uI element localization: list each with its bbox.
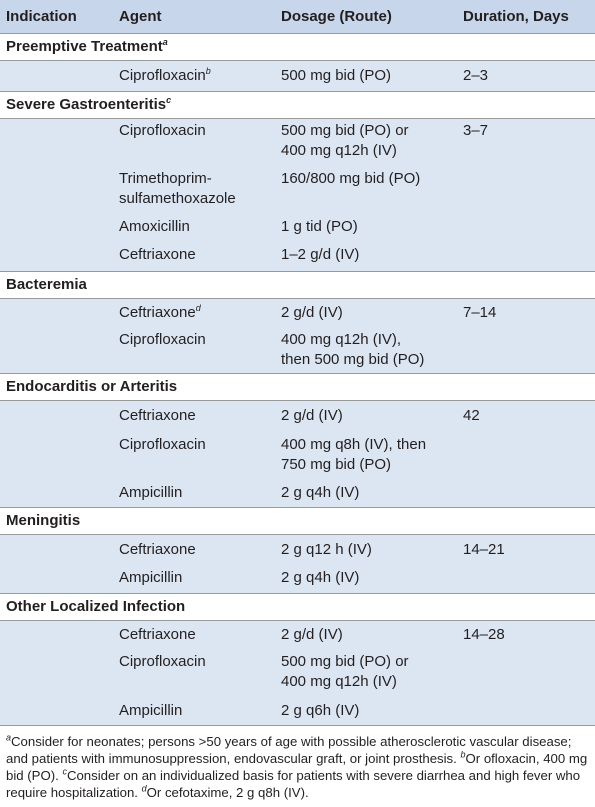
- agent-cell: Ampicillin: [119, 569, 183, 586]
- dosage-cell: 2 g/d (IV): [281, 304, 343, 321]
- section-preemptive-treatment: [0, 33, 595, 61]
- footnote-c-text: Consider on an individualized basis for patients with severe diarrhea and high fever who require hospitalization.: [6, 768, 581, 800]
- table-footnotes: [6, 733, 591, 801]
- table-header-row: [0, 0, 595, 34]
- footnote-mark: d: [195, 303, 201, 313]
- dosage-cell: 2 g q4h (IV): [281, 484, 360, 501]
- agent-cell: Ampicillin: [119, 484, 183, 501]
- footnote-mark-d: d: [141, 783, 147, 794]
- dosage-cell: 2 g q12 h (IV): [281, 541, 372, 558]
- header-agent: Agent: [119, 8, 162, 25]
- dosage-cell: 1 g tid (PO): [281, 218, 358, 235]
- dosage-cell: 500 mg bid (PO) or: [281, 653, 409, 670]
- dosage-cell: then 500 mg bid (PO): [281, 351, 425, 368]
- agent-cell: Trimethoprim-: [119, 170, 212, 187]
- agent-cell: sulfamethoxazole: [119, 190, 236, 207]
- dosage-cell: 400 mg q12h (IV): [281, 673, 397, 690]
- duration-cell: 14–28: [463, 626, 505, 643]
- agent-cell: Ciprofloxacin: [119, 331, 206, 348]
- agent-cell: Ciprofloxacin: [119, 436, 206, 453]
- dosage-cell: 1–2 g/d (IV): [281, 246, 360, 263]
- dosage-cell: 2 g q6h (IV): [281, 702, 360, 719]
- dosage-cell: 400 mg q12h (IV): [281, 142, 397, 159]
- agent-cell: Ceftriaxone: [119, 626, 196, 643]
- dosage-cell: 2 g/d (IV): [281, 626, 343, 643]
- footnote-mark-c: c: [62, 766, 67, 777]
- dosage-cell: 160/800 mg bid (PO): [281, 170, 421, 187]
- header-indication: Indication: [6, 8, 77, 25]
- footnote-mark: a: [162, 37, 168, 47]
- section-body: [0, 401, 595, 507]
- section-title: Meningitis: [6, 512, 81, 529]
- agent-cell: Ciprofloxacin: [119, 122, 206, 139]
- duration-cell: 7–14: [463, 304, 497, 321]
- section-body: [0, 621, 595, 726]
- footnote-mark-a: a: [6, 732, 12, 743]
- section-title: Endocarditis or Arteritis: [6, 378, 178, 395]
- footnote-a-text: Consider for neonates; persons >50 years of age with possible atherosclerotic vascular disease; and patients with immunosuppression, endovascular graft, or joint prosthesis.: [6, 734, 572, 766]
- header-duration: Duration, Days: [463, 8, 569, 25]
- agent-cell: Ceftriaxone: [119, 541, 196, 558]
- agent-cell: Ceftriaxone$^d$: [119, 303, 201, 321]
- dosage-cell: 400 mg q8h (IV), then: [281, 436, 427, 453]
- agent-cell: Ceftriaxone: [119, 407, 196, 424]
- agent-cell: Ceftriaxone: [119, 246, 196, 263]
- dosage-cell: 500 mg bid (PO) or: [281, 122, 409, 139]
- agent-cell: Amoxicillin: [119, 218, 190, 235]
- dosage-cell: 400 mg q12h (IV),: [281, 331, 402, 348]
- footnote-d-text: Or cefotaxime, 2 g q8h (IV).: [146, 785, 309, 800]
- section-bacteremia: [0, 271, 595, 299]
- section-title: Other Localized Infection: [6, 598, 186, 615]
- section-title: Severe Gastroenteritis$^c$: [6, 95, 172, 113]
- section-body: [0, 535, 595, 593]
- agent-cell: Ampicillin: [119, 702, 183, 719]
- header-dosage: Dosage (Route): [281, 8, 392, 25]
- dosage-cell: 2 g q4h (IV): [281, 569, 360, 586]
- section-other-localized-infection: [0, 593, 595, 621]
- agent-cell: Ciprofloxacin$^b$: [119, 66, 211, 84]
- footnote-mark: b: [205, 66, 211, 76]
- agent-cell: Ciprofloxacin: [119, 653, 206, 670]
- section-endocarditis-or-arteritis: [0, 373, 595, 401]
- footnote-b-text: Or ofloxacin, 400 mg bid (PO).: [6, 751, 588, 783]
- dosage-cell: 2 g/d (IV): [281, 407, 343, 424]
- footnote-mark-b: b: [460, 749, 466, 760]
- duration-cell: 14–21: [463, 541, 505, 558]
- section-body: [0, 299, 595, 373]
- section-body: [0, 119, 595, 271]
- dosage-cell: 500 mg bid (PO): [281, 67, 392, 84]
- dosage-cell: 750 mg bid (PO): [281, 456, 392, 473]
- footnote-mark: c: [166, 95, 172, 105]
- section-title: Preemptive Treatment$^a$: [6, 37, 168, 55]
- duration-cell: 42: [463, 407, 480, 424]
- section-title: Bacteremia: [6, 276, 87, 293]
- duration-cell: 3–7: [463, 122, 489, 139]
- duration-cell: 2–3: [463, 67, 489, 84]
- section-meningitis: [0, 507, 595, 535]
- section-body: [0, 61, 595, 91]
- section-severe-gastroenteritis: [0, 91, 595, 119]
